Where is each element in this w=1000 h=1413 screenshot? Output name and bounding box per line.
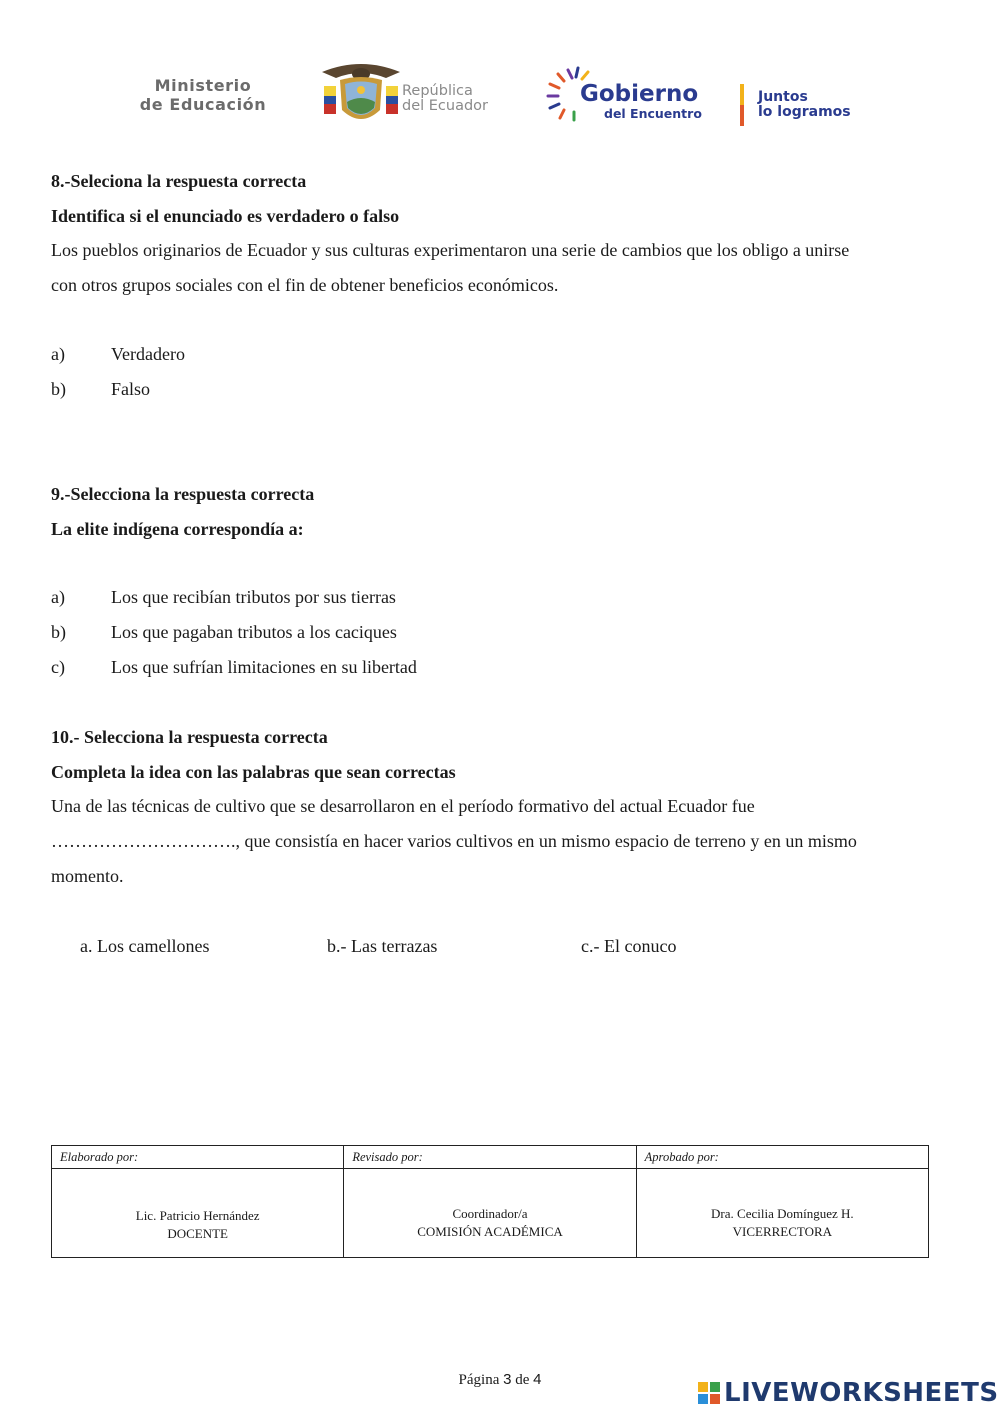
ecuador-coat-of-arms-icon (316, 62, 406, 128)
signature-row (52, 1169, 929, 1258)
ministerio-line1: Ministerio (154, 76, 252, 95)
q10-option-a[interactable]: a. Los camellones (80, 936, 210, 956)
q9-option-a[interactable]: Los que recibían tributos por sus tierras (111, 587, 396, 607)
elaborado-cell (52, 1169, 344, 1258)
q9-title: 9.-Selecciona la respuesta correcta (51, 484, 315, 504)
q8-option-b[interactable]: Falso (111, 379, 151, 399)
q9-option-b-letter: b) (51, 622, 66, 642)
gobierno-subtitle: del Encuentro (604, 106, 702, 121)
juntos-line1: Juntos (758, 89, 808, 105)
aprobado-header: Aprobado por: (636, 1146, 928, 1169)
q8-text-line2: con otros grupos sociales con el fin de obtener beneficios económicos. (51, 275, 559, 295)
q8-subtitle: Identifica si el enunciado es verdadero o falso (51, 206, 400, 226)
total-pages: 4 (533, 1371, 542, 1388)
q10-option-b[interactable]: b.- Las terrazas (327, 936, 438, 956)
q10-text-line2: …………………………., que consistía en hacer varios cultivos en un mismo espacio de terreno y en un mismo (51, 831, 857, 851)
q10-text-line3: momento. (51, 866, 124, 886)
q9-subtitle: La elite indígena correspondía a: (51, 519, 304, 539)
ministerio-line2: de Educación (139, 95, 267, 114)
revisado-role: COMISIÓN ACADÉMICA (417, 1224, 563, 1239)
republica-line1: República (402, 83, 473, 99)
q9-option-c[interactable]: Los que sufrían limitaciones en su libertad (111, 657, 417, 677)
current-page: 3 (503, 1371, 512, 1388)
ministerio-logo (118, 76, 288, 114)
gobierno-divider (740, 84, 744, 126)
q10-title: 10.- Selecciona la respuesta correcta (51, 727, 328, 747)
aprobado-cell (636, 1169, 928, 1258)
pagina-label: Página (458, 1372, 500, 1388)
juntos-line2: lo logramos (758, 104, 851, 120)
q8-title: 8.-Seleciona la respuesta correcta (51, 171, 307, 191)
republica-logo-text (402, 84, 488, 114)
revisado-cell (344, 1169, 636, 1258)
liveworksheets-logo-icon (698, 1382, 720, 1404)
elaborado-role: DOCENTE (167, 1226, 228, 1241)
de-label: de (515, 1372, 530, 1388)
elaborado-name: Lic. Patricio Hernández (135, 1208, 260, 1223)
q8-text-line1: Los pueblos originarios de Ecuador y sus culturas experimentaron una serie de cambios que los obligo a unirse (51, 240, 850, 260)
signature-header-row (52, 1146, 929, 1169)
q8-option-a-letter: a) (51, 344, 65, 364)
revisado-name: Coordinador/a (452, 1206, 528, 1221)
q10-option-c[interactable]: c.- El conuco (581, 936, 677, 956)
aprobado-role: VICERRECTORA (732, 1224, 833, 1239)
gobierno-title: Gobierno (580, 81, 699, 107)
q9-option-a-letter: a) (51, 587, 65, 607)
q8-option-a[interactable]: Verdadero (111, 344, 185, 364)
liveworksheets-brand[interactable]: LIVEWORKSHEETS (724, 1378, 999, 1408)
q10-subtitle: Completa la idea con las palabras que sean correctas (51, 762, 456, 782)
signature-table (51, 1145, 929, 1258)
aprobado-name: Dra. Cecilia Domínguez H. (711, 1206, 854, 1221)
revisado-header: Revisado por: (344, 1146, 636, 1169)
juntos-slogan (758, 90, 851, 120)
q10-text-line1: Una de las técnicas de cultivo que se desarrollaron en el período formativo del actual Ecuador fue (51, 796, 755, 816)
q9-option-b[interactable]: Los que pagaban tributos a los caciques (111, 622, 397, 642)
elaborado-header: Elaborado por: (52, 1146, 344, 1169)
q8-option-b-letter: b) (51, 379, 66, 399)
header-logos (118, 62, 888, 132)
republica-line2: del Ecuador (402, 98, 489, 114)
q9-option-c-letter: c) (51, 657, 65, 677)
